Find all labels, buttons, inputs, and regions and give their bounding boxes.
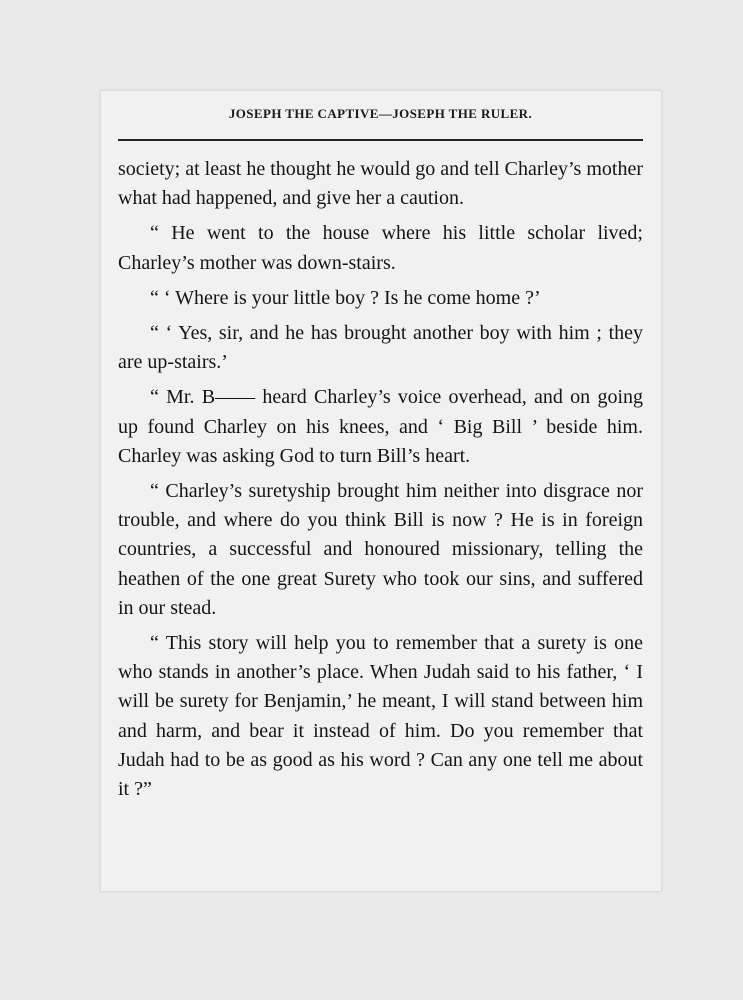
- paragraph-4: “ ‘ Yes, sir, and he has brought another boy with him ; they are up-stairs.’: [118, 322, 643, 374]
- header-rule: [118, 139, 643, 141]
- paragraph-7: “ This story will help you to remember that a surety is one who stands in another’s place. When Judah said to his father, ‘ I will be surety for Benjamin,’ he meant, I will stand between him and harm, and bear it instead of him. Do you remember that Judah had to be as good as his word ? Can any one tell me about it ?”: [118, 632, 643, 801]
- paragraph-3: “ ‘ Where is your little boy ? Is he come home ?’: [150, 286, 541, 309]
- body-text: [118, 155, 643, 810]
- running-head: JOSEPH THE CAPTIVE—JOSEPH THE RULER.: [228, 106, 533, 121]
- paragraph-2: “ He went to the house where his little scholar lived; Charley’s mother was down-stairs.: [118, 222, 643, 274]
- paragraph-1: society; at least he thought he would go and tell Charley’s mother what had happened, and give her a caution.: [118, 158, 643, 210]
- paragraph-6: “ Charley’s suretyship brought him neither into disgrace nor trouble, and where do you think Bill is now ? He is in foreign countries, a successful and honoured missionary, telling the heathen of the one great Surety who took our sins, and suffered in our stead.: [118, 480, 643, 619]
- paragraph-5: “ Mr. B—— heard Charley’s voice overhead, and on going up found Charley on his knees, and ‘ Big Bill ’ beside him. Charley was asking God to turn Bill’s heart.: [118, 386, 643, 467]
